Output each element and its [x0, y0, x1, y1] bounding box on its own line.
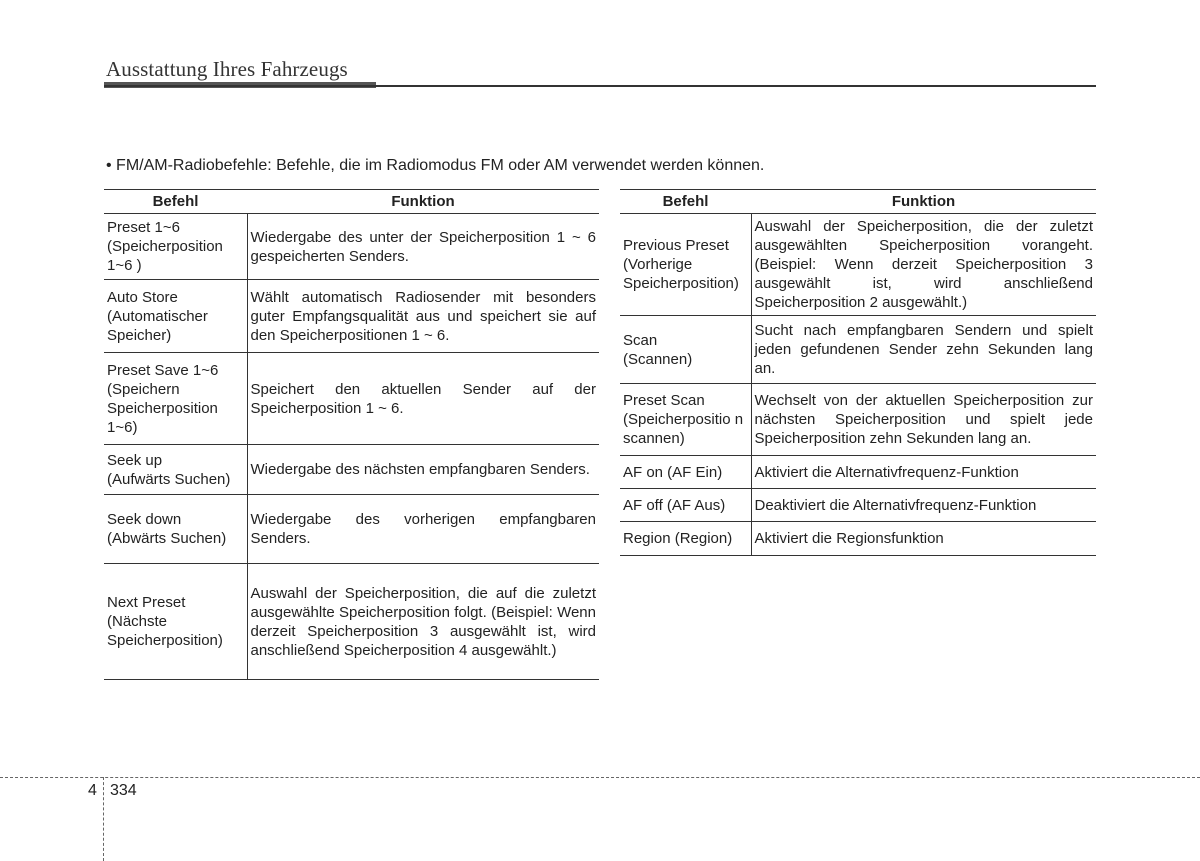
- command-cell: Next Preset (Nächste Speicherposition): [104, 564, 247, 680]
- function-cell: Wiedergabe des unter der Speicherposition 1 ~ 6 gespeicherten Senders.: [247, 214, 599, 280]
- right-command-table: [620, 189, 1096, 556]
- function-cell: Speichert den aktuellen Sender auf der Speicherposition 1 ~ 6.: [247, 353, 599, 445]
- table-row: [104, 214, 599, 280]
- command-cell: Preset 1~6 (Speicherposition 1~6 ): [104, 214, 247, 280]
- table-row: [620, 489, 1096, 522]
- command-cell: AF on (AF Ein): [620, 456, 751, 489]
- command-cell: Region (Region): [620, 522, 751, 556]
- function-cell: Aktiviert die Regionsfunktion: [751, 522, 1096, 556]
- command-cell: Preset Save 1~6 (Speichern Speicherposition 1~6): [104, 353, 247, 445]
- intro-text: • FM/AM-Radiobefehle: Befehle, die im Radiomodus FM oder AM verwendet werden können.: [106, 157, 765, 174]
- command-cell: Auto Store (Automatischer Speicher): [104, 280, 247, 353]
- command-cell: Seek down (Abwärts Suchen): [104, 495, 247, 564]
- table-row: [620, 456, 1096, 489]
- function-cell: Deaktiviert die Alternativfrequenz-Funktion: [751, 489, 1096, 522]
- command-cell: Seek up (Aufwärts Suchen): [104, 445, 247, 495]
- function-cell: Wiedergabe des vorherigen empfangbaren Senders.: [247, 495, 599, 564]
- table-row: [104, 280, 599, 353]
- header-rule: [104, 85, 1096, 87]
- table-row: [104, 353, 599, 445]
- function-cell: Auswahl der Speicherposition, die der zuletzt ausgewählten Speicherposition vorangeht. (Beispiel: Wenn derzeit Speicherposition 3 ausgewählt ist, wird anschließend Speicherposition 2 ausgewählt.): [751, 214, 1096, 316]
- table-row: [620, 522, 1096, 556]
- function-cell: Wiedergabe des nächsten empfangbaren Senders.: [247, 445, 599, 495]
- table-row: [104, 445, 599, 495]
- table-row: [104, 564, 599, 680]
- function-cell: Auswahl der Speicherposition, die auf die zuletzt ausgewählte Speicherposition folgt. (Beispiel: Wenn derzeit Speicherposition 3 ausgewählt ist, wird anschließend Speicherposition 4 ausgewählt.): [247, 564, 599, 680]
- table-row: [104, 495, 599, 564]
- function-cell: Wechselt von der aktuellen Speicherposition zur nächsten Speicherposition und spielt jede Speicherposition zehn Sekunden lang an.: [751, 384, 1096, 456]
- table-row: [620, 214, 1096, 316]
- function-cell: Sucht nach empfangbaren Sendern und spielt jeden gefundenen Sender zehn Sekunden lang an.: [751, 316, 1096, 384]
- page-number: 334: [110, 782, 137, 799]
- command-cell: Previous Preset (Vorherige Speicherposition): [620, 214, 751, 316]
- command-cell: AF off (AF Aus): [620, 489, 751, 522]
- command-cell: Scan (Scannen): [620, 316, 751, 384]
- left-command-table: [104, 189, 599, 680]
- function-cell: Wählt automatisch Radiosender mit besonders guter Empfangsqualität aus und speichert sie auf den Speicherpositionen 1 ~ 6.: [247, 280, 599, 353]
- function-cell: Aktiviert die Alternativfrequenz-Funktion: [751, 456, 1096, 489]
- command-cell: Preset Scan (Speicherpositio n scannen): [620, 384, 751, 456]
- table-row: [620, 384, 1096, 456]
- chapter-number: 4: [88, 782, 97, 799]
- header-befehl: Befehl: [104, 190, 247, 214]
- footer-dashed-rule: [0, 777, 1200, 778]
- header-funktion: Funktion: [751, 190, 1096, 214]
- header-funktion: Funktion: [247, 190, 599, 214]
- table-row: [620, 316, 1096, 384]
- page-header-title: Ausstattung Ihres Fahrzeugs: [106, 57, 348, 81]
- footer-dashed-divider: [103, 777, 104, 861]
- header-befehl: Befehl: [620, 190, 751, 214]
